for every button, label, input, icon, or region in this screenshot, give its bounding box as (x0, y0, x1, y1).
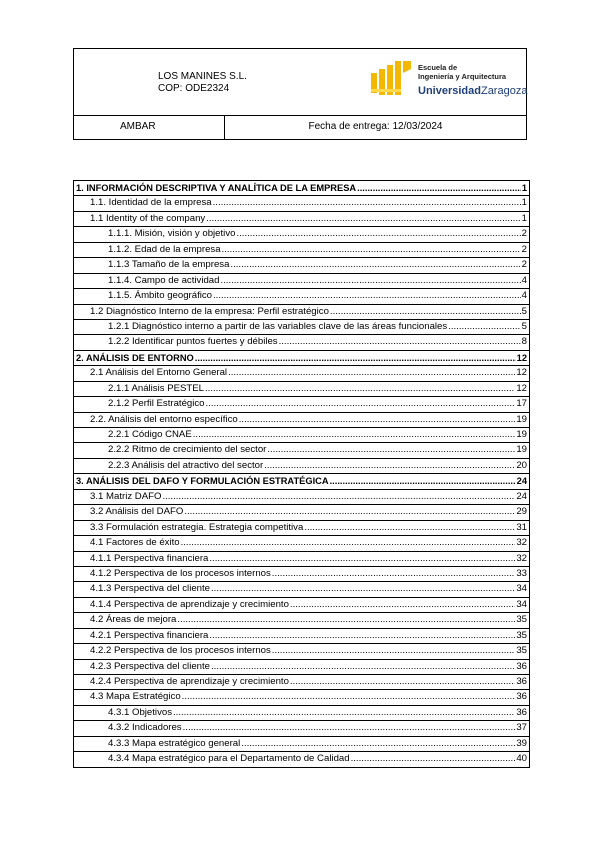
toc-entry[interactable] (74, 675, 529, 690)
toc-entry[interactable] (74, 660, 529, 675)
university-emblem-icon (369, 59, 413, 99)
toc-leader-dots (205, 382, 515, 396)
toc-leader-dots (211, 660, 515, 674)
toc-entry-page: 40 (516, 753, 527, 765)
school-name: Escuela de Ingeniería y Arquitectura (418, 63, 507, 81)
company-info (158, 71, 247, 95)
toc-leader-dots (220, 274, 520, 288)
toc-leader-dots (183, 721, 516, 735)
toc-entry-page: 2 (521, 259, 527, 271)
toc-entry[interactable] (74, 227, 529, 242)
toc-entry-page: 8 (521, 336, 527, 348)
toc-entry[interactable] (74, 181, 529, 196)
toc-entry-page: 1 (521, 197, 527, 209)
toc-leader-dots (228, 366, 515, 380)
toc-entry[interactable] (74, 428, 529, 443)
toc-leader-dots (290, 675, 515, 689)
toc-leader-dots (209, 629, 515, 643)
toc-entry-page: 32 (516, 537, 527, 549)
toc-entry-title: 1.1.5. Ámbito geográfico (108, 290, 212, 302)
toc-entry[interactable] (74, 320, 529, 335)
toc-entry[interactable] (74, 505, 529, 520)
toc-leader-dots (193, 428, 516, 442)
toc-entry-page: 29 (516, 506, 527, 518)
toc-entry[interactable] (74, 629, 529, 644)
toc-entry[interactable] (74, 351, 529, 366)
toc-leader-dots (184, 505, 515, 519)
toc-leader-dots (209, 552, 515, 566)
toc-entry-title: 2.2.1 Código CNAE (108, 429, 192, 441)
toc-entry-page: 12 (516, 382, 527, 394)
toc-leader-dots (351, 752, 516, 766)
toc-entry-page: 33 (516, 567, 527, 579)
toc-entry[interactable] (74, 706, 529, 721)
toc-entry-page: 36 (516, 706, 527, 718)
toc-entry-page: 1 (521, 212, 527, 224)
toc-leader-dots (304, 521, 515, 535)
toc-leader-dots (206, 397, 516, 411)
toc-leader-dots (279, 335, 521, 349)
toc-entry-page: 20 (516, 459, 527, 471)
toc-entry[interactable] (74, 737, 529, 752)
toc-leader-dots (330, 305, 521, 319)
toc-entry-page: 12 (516, 367, 527, 379)
toc-entry-page: 35 (516, 645, 527, 657)
toc-entry[interactable] (74, 582, 529, 597)
toc-entry-page: 36 (516, 691, 527, 703)
toc-entry[interactable] (74, 721, 529, 736)
toc-leader-dots (236, 227, 520, 241)
toc-leader-dots (357, 181, 521, 195)
toc-entry[interactable] (74, 598, 529, 613)
toc-entry[interactable] (74, 335, 529, 350)
toc-entry-title: 4.1.1 Perspectiva financiera (90, 552, 209, 564)
toc-leader-dots (181, 536, 516, 550)
toc-entry-title: 4.3.3 Mapa estratégico general (108, 737, 241, 749)
toc-entry-title: 4.1.4 Perspectiva de aprendizaje y crecimiento (90, 598, 289, 610)
toc-entry-page: 19 (516, 413, 527, 425)
toc-entry[interactable] (74, 413, 529, 428)
toc-entry-title: 4.3 Mapa Estratégico (90, 691, 181, 703)
toc-entry-title: 4.3.1 Objetivos (108, 706, 172, 718)
toc-entry[interactable] (74, 690, 529, 705)
toc-leader-dots (173, 706, 515, 720)
toc-entry[interactable] (74, 258, 529, 273)
toc-entry[interactable] (74, 366, 529, 381)
toc-entry-title: 4.3.4 Mapa estratégico para el Departamento de Calidad (108, 753, 350, 765)
toc-entry[interactable] (74, 490, 529, 505)
toc-entry-page: 2 (521, 228, 527, 240)
toc-entry-title: 1.1.4. Campo de actividad (108, 274, 220, 286)
toc-leader-dots (267, 443, 515, 457)
toc-entry[interactable] (74, 443, 529, 458)
toc-leader-dots (182, 690, 516, 704)
toc-entry-page: 34 (516, 583, 527, 595)
toc-entry-title: 3.3 Formulación estrategia. Estrategia competitiva (90, 521, 304, 533)
toc-entry-title: 4.1.3 Perspectiva del cliente (90, 583, 210, 595)
toc-entry-page: 31 (516, 521, 527, 533)
toc-entry-page: 4 (521, 290, 527, 302)
toc-entry-title: 1. INFORMACIÓN DESCRIPTIVA Y ANALÍTICA DE LA EMPRESA (76, 183, 357, 194)
toc-entry-title: 4.2.1 Perspectiva financiera (90, 629, 209, 641)
toc-entry-title: 4.2.3 Perspectiva del cliente (90, 660, 210, 672)
toc-entry[interactable] (74, 305, 529, 320)
toc-entry-page: 4 (521, 274, 527, 286)
toc-leader-dots (239, 413, 516, 427)
toc-entry-title: 4.2.4 Perspectiva de aprendizaje y crecimiento (90, 676, 289, 688)
toc-entry-title: 1.1.1. Misión, visión y objetivo (108, 228, 236, 240)
toc-entry-title: 2.2. Análisis del entorno específico (90, 413, 238, 425)
toc-entry-title: 4.3.2 Indicadores (108, 722, 182, 734)
toc-leader-dots (448, 320, 520, 334)
toc-entry-page: 35 (516, 629, 527, 641)
toc-entry-title: 1.2 Diagnóstico Interno de la empresa: Perfil estratégico (90, 305, 329, 317)
toc-leader-dots (222, 243, 521, 257)
toc-entry-title: 1.2.1 Diagnóstico interno a partir de las variables clave de las áreas funcionales (108, 320, 448, 332)
toc-entry-title: 2.2.3 Análisis del atractivo del sector (108, 459, 264, 471)
toc-entry[interactable] (74, 212, 529, 227)
toc-leader-dots (290, 598, 515, 612)
toc-entry-page: 32 (516, 552, 527, 564)
university-logo (369, 57, 528, 107)
toc-entry[interactable] (74, 536, 529, 551)
company-name: LOS MANINES S.L. (158, 71, 247, 82)
toc-entry-page: 19 (516, 429, 527, 441)
header-table (73, 48, 527, 140)
toc-entry[interactable] (74, 552, 529, 567)
toc-entry[interactable] (74, 459, 529, 474)
toc-entry[interactable] (74, 474, 529, 489)
toc-entry[interactable] (74, 274, 529, 289)
toc-leader-dots (272, 567, 516, 581)
toc-entry-title: 2.2.2 Ritmo de crecimiento del sector (108, 444, 267, 456)
toc-leader-dots (264, 459, 515, 473)
toc-entry-page: 5 (521, 320, 527, 332)
toc-entry-title: 3. ANÁLISIS DEL DAFO Y FORMULACIÓN ESTRATÉGICA (76, 476, 329, 487)
toc-leader-dots (195, 351, 516, 365)
toc-entry-page: 37 (516, 722, 527, 734)
toc-leader-dots (272, 644, 516, 658)
toc-entry-title: 1.2.2 Identificar puntos fuertes y débiles (108, 336, 278, 348)
toc-entry-title: 1.1.3 Tamaño de la empresa (108, 259, 230, 271)
toc-leader-dots (206, 212, 520, 226)
toc-entry[interactable] (74, 196, 529, 211)
group-name: AMBAR (74, 115, 225, 139)
toc-leader-dots (211, 582, 515, 596)
toc-entry-page: 5 (521, 305, 527, 317)
toc-entry-title: 3.1 Matriz DAFO (90, 490, 162, 502)
toc-entry-page: 12 (516, 352, 527, 363)
toc-entry-page: 35 (516, 614, 527, 626)
toc-entry-page: 2 (521, 243, 527, 255)
company-code: COP: ODE2324 (158, 83, 230, 94)
toc-entry-title: 1.1 Identity of the company (90, 212, 206, 224)
toc-leader-dots (241, 737, 515, 751)
toc-entry-page: 17 (516, 398, 527, 410)
toc-entry-title: 2.1.2 Perfil Estratégico (108, 398, 205, 410)
toc-entry-page: 36 (516, 676, 527, 688)
toc-entry-title: 4.1.2 Perspectiva de los procesos internos (90, 567, 271, 579)
toc-entry-title: 2.1 Análisis del Entorno General (90, 367, 228, 379)
toc-entry[interactable] (74, 289, 529, 304)
toc-leader-dots (213, 196, 521, 210)
toc-entry-page: 1 (521, 183, 527, 194)
toc-entry[interactable] (74, 521, 529, 536)
toc-entry-title: 2.1.1 Análisis PESTEL (108, 382, 204, 394)
toc-entry[interactable] (74, 752, 529, 767)
toc-entry-page: 39 (516, 737, 527, 749)
toc-entry[interactable] (74, 382, 529, 397)
toc-entry[interactable] (74, 613, 529, 628)
toc-leader-dots (177, 613, 515, 627)
toc-leader-dots (330, 474, 516, 488)
toc-entry-page: 34 (516, 598, 527, 610)
toc-entry-page: 19 (516, 444, 527, 456)
university-name: UniversidadZaragoza (418, 85, 528, 97)
toc-leader-dots (230, 258, 520, 272)
toc-entry[interactable] (74, 243, 529, 258)
toc-entry-title: 4.2 Áreas de mejora (90, 614, 177, 626)
toc-entry[interactable] (74, 567, 529, 582)
toc-entry-page: 36 (516, 660, 527, 672)
toc-entry-title: 4.2.2 Perspectiva de los procesos internos (90, 645, 271, 657)
delivery-date: Fecha de entrega: 12/03/2024 (308, 121, 443, 132)
header-bottom-row (74, 115, 526, 139)
toc-entry-title: 1.1.2. Edad de la empresa (108, 243, 221, 255)
toc-entry-title: 4.1 Factores de éxito (90, 537, 180, 549)
header-top-row (74, 49, 526, 116)
toc-entry[interactable] (74, 397, 529, 412)
table-of-contents (73, 180, 530, 768)
toc-entry-title: 2. ANÁLISIS DE ENTORNO (76, 352, 194, 363)
toc-entry[interactable] (74, 644, 529, 659)
toc-leader-dots (162, 490, 515, 504)
toc-entry-title: 3.2 Análisis del DAFO (90, 506, 184, 518)
toc-entry-page: 24 (516, 476, 527, 487)
toc-entry-page: 24 (516, 490, 527, 502)
toc-entry-title: 1.1. Identidad de la empresa (90, 197, 212, 209)
toc-leader-dots (213, 289, 521, 303)
